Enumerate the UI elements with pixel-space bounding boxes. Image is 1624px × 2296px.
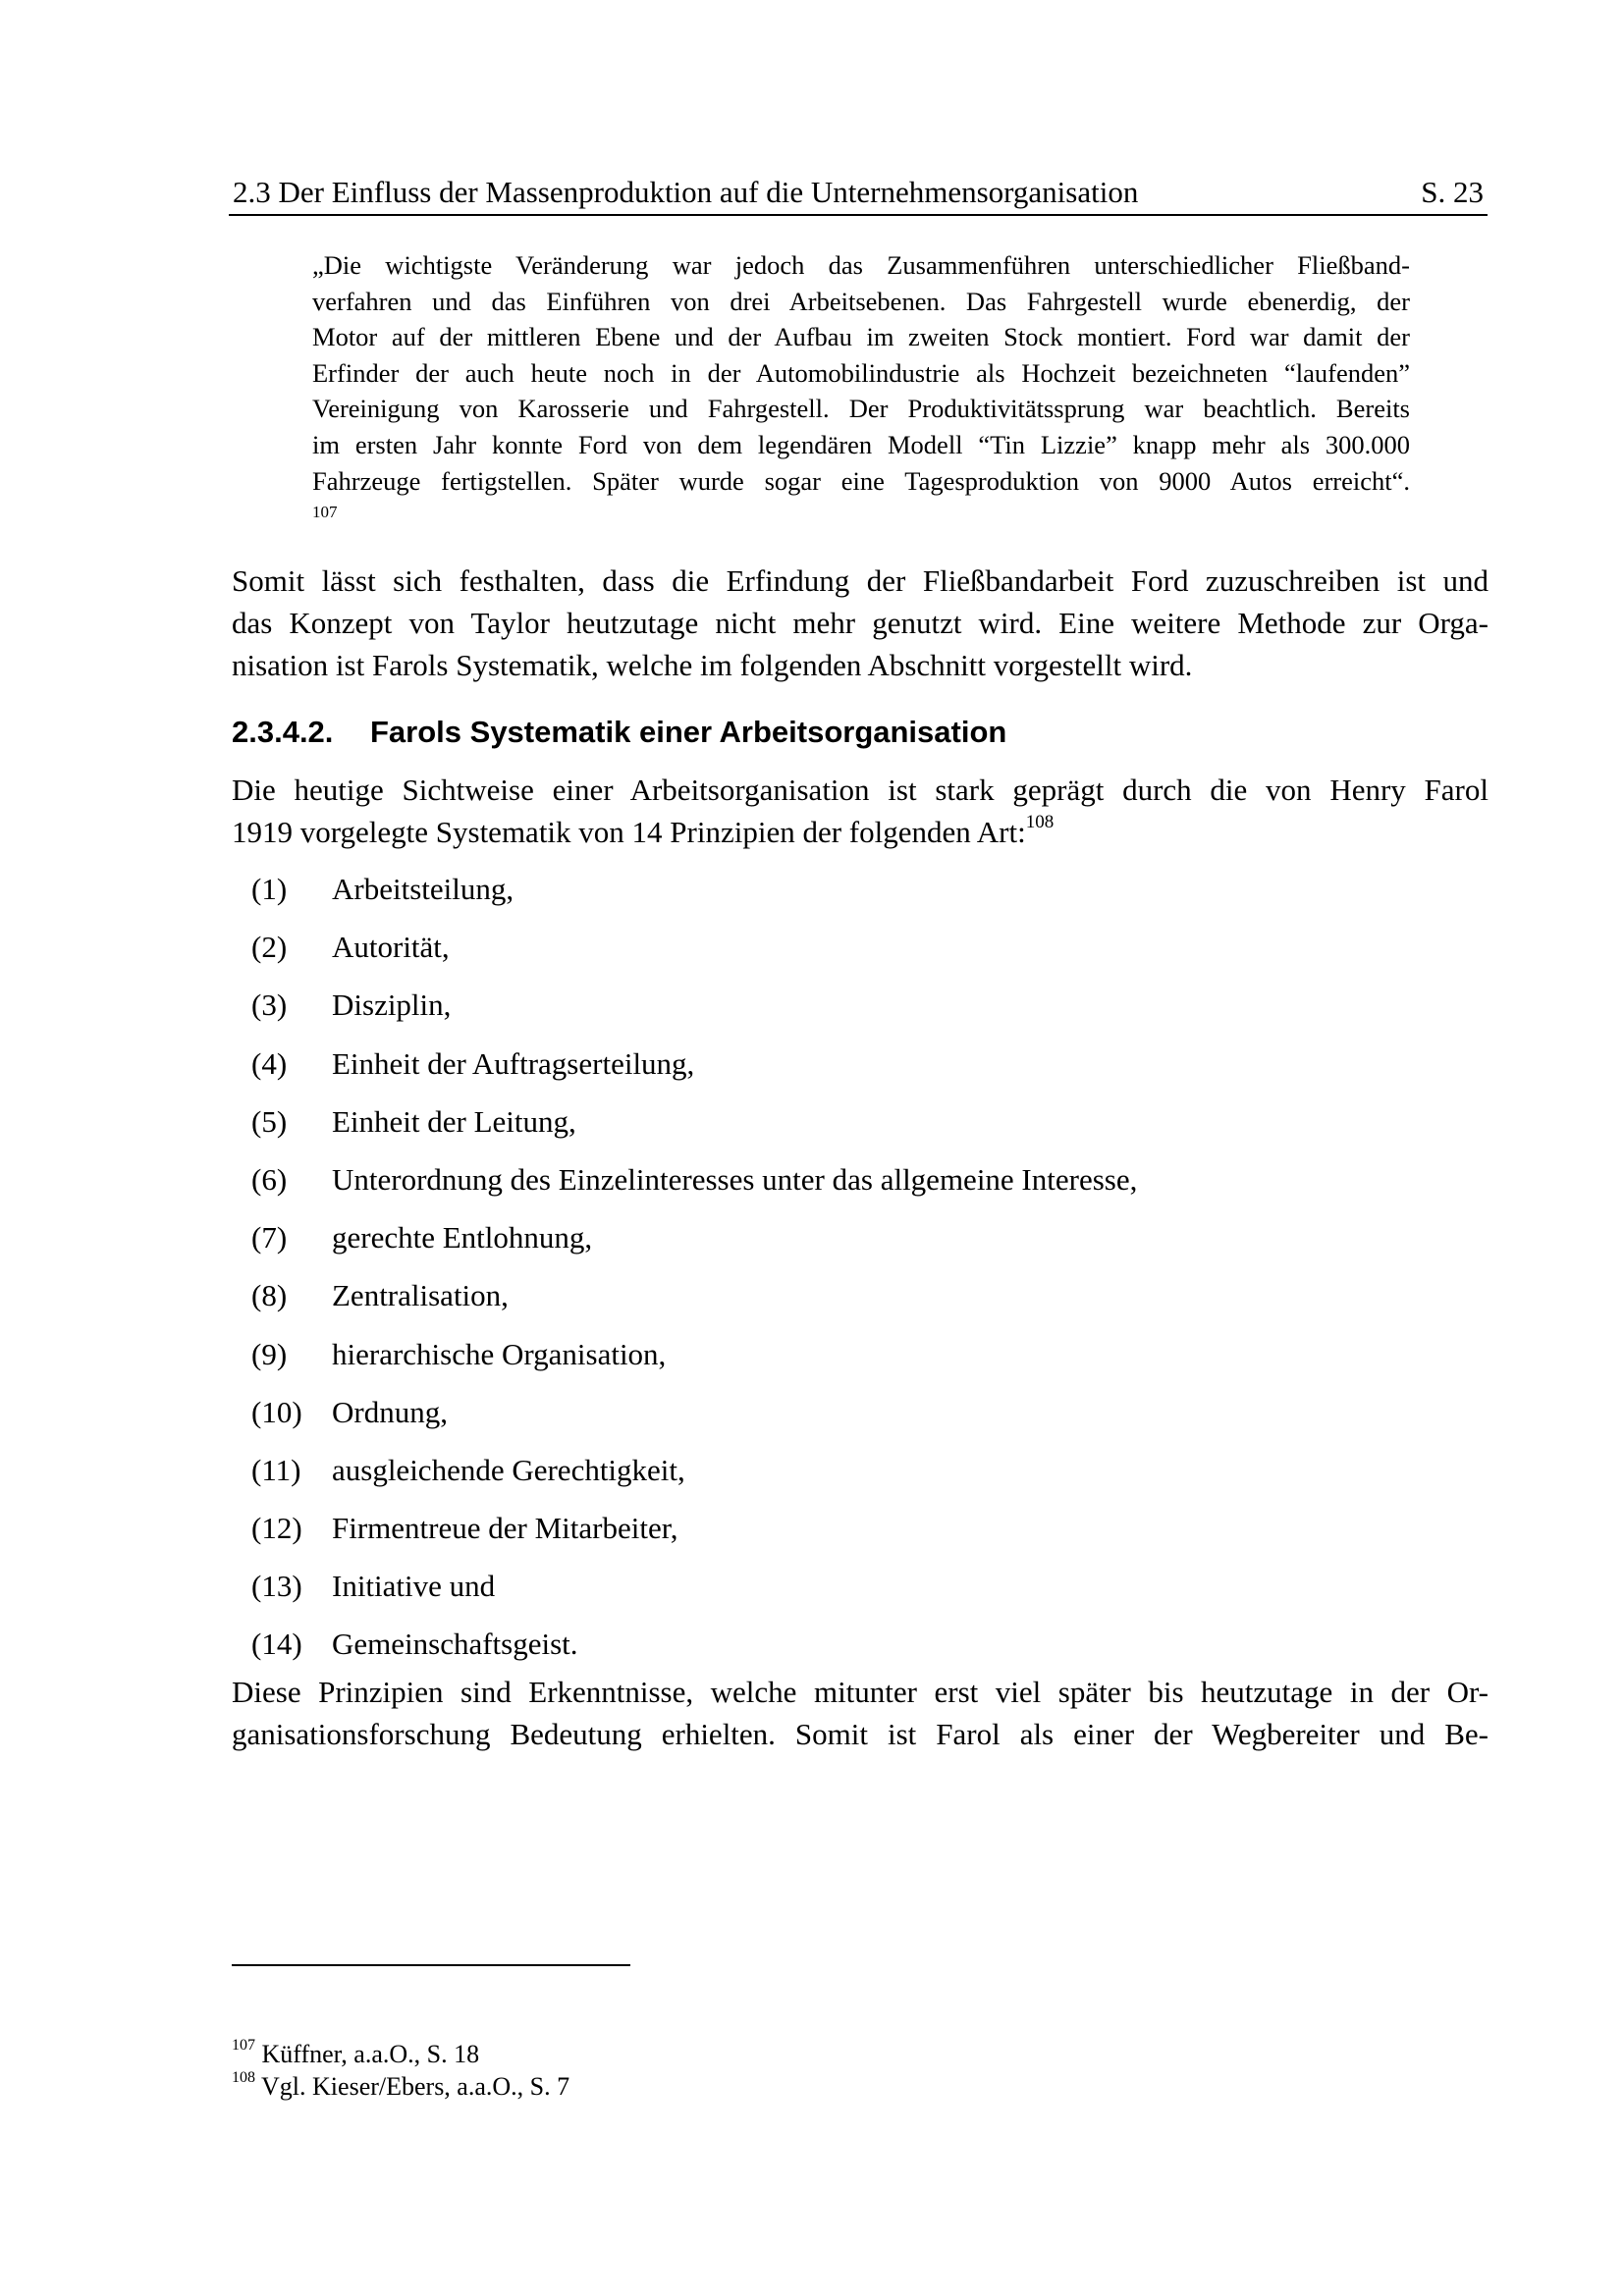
- list-text: ausgleichende Gerechtigkeit,: [332, 1452, 685, 1487]
- paragraph-line: Diese Prinzipien sind Erkenntnisse, welche mitunter erst viel später bis heutzutage in der Or-: [232, 1675, 1489, 1709]
- list-text: Firmentreue der Mitarbeiter,: [332, 1511, 678, 1546]
- list-item: [251, 1391, 1137, 1449]
- paragraph-line: [232, 811, 1489, 853]
- list-item: [251, 1042, 1137, 1100]
- list-text: Ordnung,: [332, 1394, 448, 1429]
- quote-line: im ersten Jahr konnte Ford von dem legendären Modell “Tin Lizzie” knapp mehr als 300.000: [312, 429, 1410, 459]
- list-item: [251, 1216, 1137, 1274]
- footnote-number: 107: [232, 2037, 255, 2054]
- list-text: hierarchische Organisation,: [332, 1336, 667, 1371]
- section-title: Farols Systematik einer Arbeitsorganisation: [370, 715, 1007, 749]
- list-text: Unterordnung des Einzelinteresses unter das allgemeine Interesse,: [332, 1161, 1138, 1197]
- list-item: [251, 1565, 1137, 1623]
- header-title: 2.3 Der Einfluss der Massenproduktion auf die Unternehmensorganisation: [233, 175, 1139, 209]
- list-text: Disziplin,: [332, 988, 452, 1023]
- list-text: Initiative und: [332, 1569, 496, 1604]
- page-number: S. 23: [1421, 175, 1484, 209]
- list-text: Arbeitsteilung,: [332, 872, 514, 906]
- paragraph-closing: [232, 1671, 1489, 1755]
- list-number: (12): [251, 1511, 302, 1546]
- paragraph-line: das Konzept von Taylor heutzutage nicht mehr genutzt wird. Eine weitere Methode zur Orga-: [232, 606, 1489, 640]
- list-number: (9): [251, 1336, 288, 1371]
- footnote-divider: [232, 1964, 630, 1966]
- quote-line: Vereinigung von Karosserie und Fahrgestell. Der Produktivitätssprung war beachtlich. Bereits: [312, 394, 1410, 424]
- footnote-number: 108: [232, 2069, 255, 2086]
- quote-line: Erfinder der auch heute noch in der Automobilindustrie als Hochzeit bezeichneten “laufenden”: [312, 357, 1410, 388]
- running-header: [229, 173, 1488, 216]
- section-heading: [232, 715, 1006, 750]
- quote-footnote-ref: 107: [312, 503, 338, 521]
- quote-line: verfahren und das Einführen von drei Arbeitsebenen. Das Fahrgestell wurde ebenerdig, der: [312, 286, 1410, 316]
- list-item: [251, 926, 1137, 984]
- list-number: (7): [251, 1220, 288, 1255]
- paragraph-line-text: 1919 vorgelegte Systematik von 14 Prinzipien der folgenden Art:: [232, 815, 1026, 849]
- footnote-text: Küffner, a.a.O., S. 18: [261, 2040, 480, 2068]
- list-text: Einheit der Auftragserteilung,: [332, 1045, 695, 1081]
- footnote-text: Vgl. Kieser/Ebers, a.a.O., S. 7: [261, 2072, 570, 2101]
- list-number: (8): [251, 1278, 288, 1313]
- list-item: [251, 1100, 1137, 1158]
- footnote: [232, 2069, 570, 2102]
- list-number: (10): [251, 1394, 302, 1429]
- list-text: Gemeinschaftsgeist.: [332, 1627, 578, 1662]
- section-number: 2.3.4.2.: [232, 715, 334, 749]
- list-item: [251, 1333, 1137, 1391]
- list-item: [251, 984, 1137, 1041]
- list-item: [251, 868, 1137, 926]
- list-number: (11): [251, 1452, 301, 1487]
- list-item: [251, 1158, 1137, 1216]
- quote-line: „Die wichtigste Veränderung war jedoch das Zusammenführen unterschiedlicher Fließband-: [312, 250, 1410, 280]
- list-number: (3): [251, 988, 288, 1023]
- principles-list: [251, 868, 1137, 1682]
- list-number: (5): [251, 1103, 288, 1139]
- list-text: Zentralisation,: [332, 1278, 509, 1313]
- quote-line: Motor auf der mittleren Ebene und der Aufbau im zweiten Stock montiert. Ford war damit der: [312, 322, 1410, 352]
- footnote-ref[interactable]: 108: [1025, 812, 1055, 832]
- list-number: (1): [251, 872, 288, 906]
- list-number: (14): [251, 1627, 302, 1662]
- paragraph-conclusion: [232, 560, 1489, 686]
- list-item: [251, 1507, 1137, 1565]
- paragraph-line: Die heutige Sichtweise einer Arbeitsorganisation ist stark geprägt durch die von Henry Farol: [232, 773, 1489, 807]
- footnote: [232, 2037, 480, 2069]
- list-number: (13): [251, 1569, 302, 1604]
- list-text: Autorität,: [332, 930, 450, 965]
- quote-line: Fahrzeuge fertigstellen. Später wurde sogar eine Tagesproduktion von 9000 Autos erreicht“.: [312, 465, 1410, 496]
- paragraph-intro: [232, 769, 1489, 853]
- list-text: gerechte Entlohnung,: [332, 1220, 593, 1255]
- list-text: Einheit der Leitung,: [332, 1103, 576, 1139]
- paragraph-line: ganisationsforschung Bedeutung erhielten. Somit ist Farol als einer der Wegbereiter und Be-: [232, 1717, 1489, 1751]
- list-item: [251, 1274, 1137, 1332]
- list-item: [251, 1449, 1137, 1507]
- list-number: (4): [251, 1045, 288, 1081]
- list-number: (2): [251, 930, 288, 965]
- block-quote: [312, 247, 1410, 499]
- paragraph-line: nisation ist Farols Systematik, welche im folgenden Abschnitt vorgestellt wird.: [232, 648, 1193, 682]
- paragraph-line: Somit lässt sich festhalten, dass die Erfindung der Fließbandarbeit Ford zuzuschreiben ist und: [232, 563, 1489, 598]
- list-number: (6): [251, 1161, 288, 1197]
